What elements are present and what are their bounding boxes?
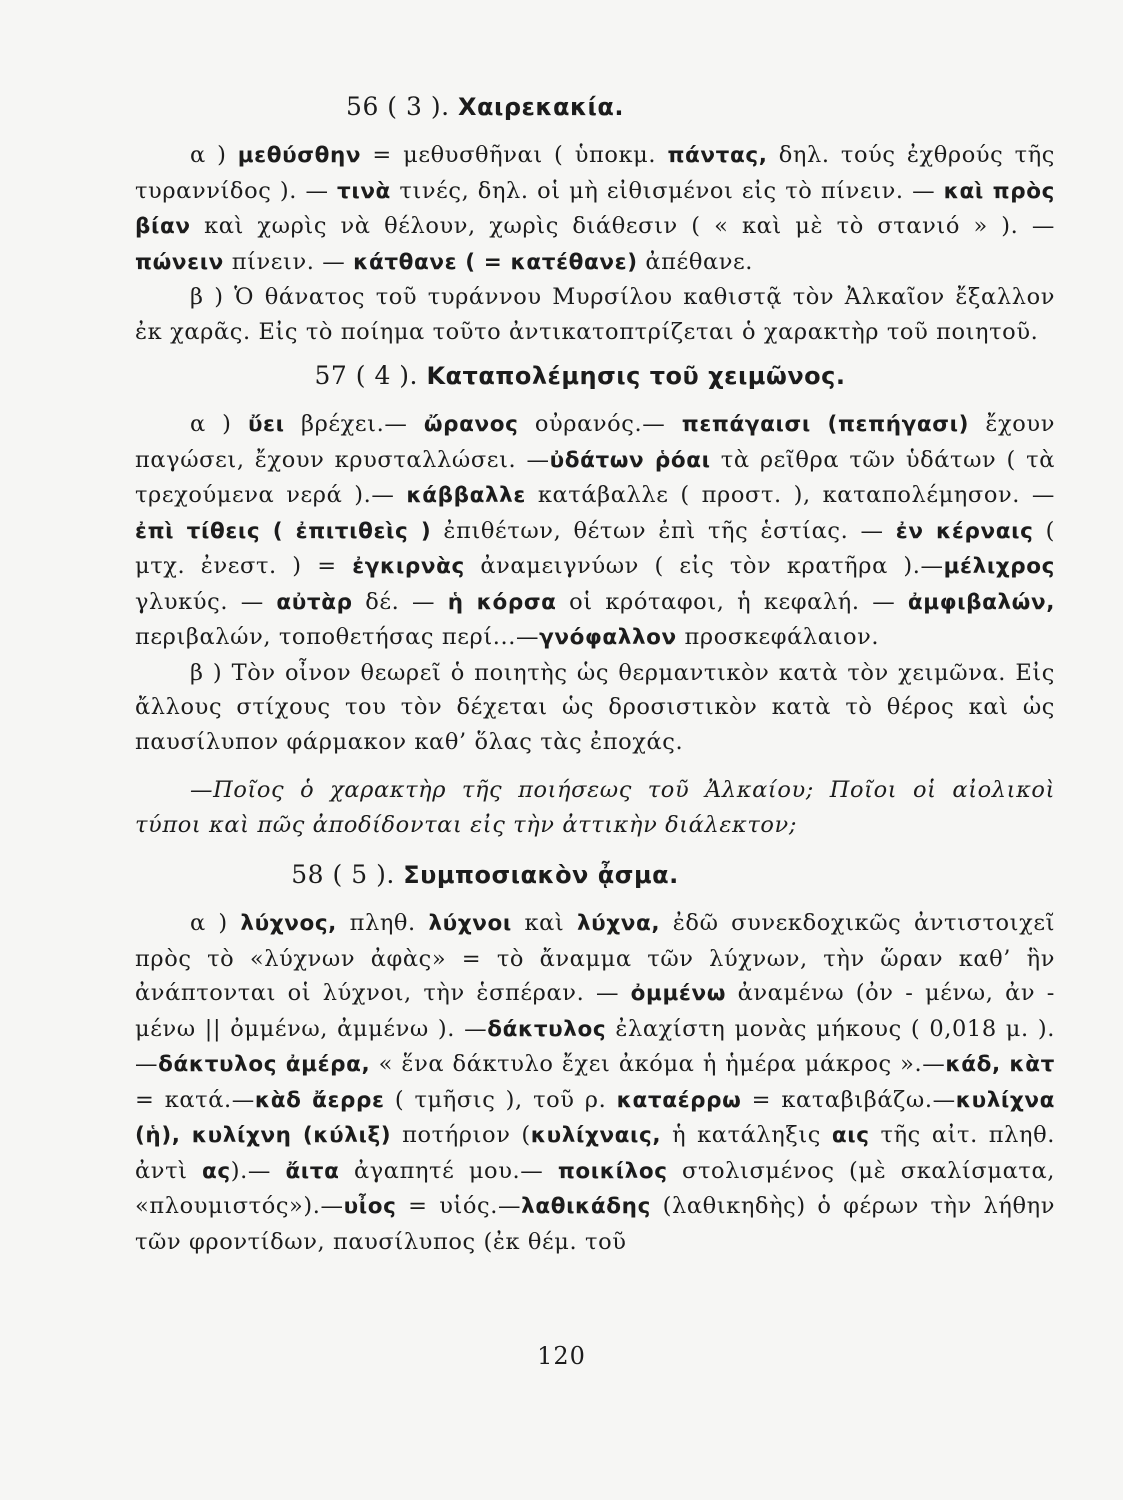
section-number: 58 ( 5 ). <box>291 860 395 889</box>
section-heading-58 <box>0 856 1055 894</box>
paragraph <box>135 280 1055 349</box>
text-run: = υἱός.— <box>396 1193 522 1219</box>
text-run: κατάβαλλε ( προστ. ), καταπολέμησον. — <box>525 482 1055 508</box>
term: πάντας, <box>667 143 768 168</box>
paragraph <box>135 906 1055 1259</box>
text-run: ( μτχ. ἐνεστ. ) = <box>135 517 1055 579</box>
text-run: τὰ ρεῖθρα τῶν ὑδάτων ( τὰ τρεχούμενα νερά ).— <box>135 446 1055 508</box>
text-run: ἐδῶ συνεκδοχικῶς ἀντιστοιχεῖ πρὸς τὸ «λύχνων ἀφὰς» = τὸ ἄναμμα τῶν λύχνων, τὴν ὥραν καθ’ ἣν ἀνάπτονται οἱ λύχνοι, τὴν ἑσπέραν. — <box>135 910 1055 1006</box>
text-run: ἀναμειγνύων ( εἰς τὸν κρατῆρα ).— <box>464 553 944 579</box>
term: λύχνοι <box>428 911 512 936</box>
text-run: στολισμένος (μὲ σκαλίσματα, «πλουμιστός»).— <box>135 1157 1055 1219</box>
text-run: ἀναμένω (ὀν - μένω, ἀν - μένω || ὀμμένω, ἀμμένω ). — <box>135 980 1055 1042</box>
text-run: ποτήριον ( <box>391 1122 531 1148</box>
section-title: Καταπολέμησις τοῦ χειμῶνος. <box>426 362 846 390</box>
text-run: τῆς αἰτ. πληθ. ἀντὶ <box>135 1122 1055 1184</box>
term: μεθύσθην <box>237 143 362 168</box>
text-run: = κατά.— <box>135 1086 255 1113</box>
section-heading-56 <box>0 88 1055 126</box>
paragraph <box>135 407 1055 656</box>
text-run: οἱ κρόταφοι, ἡ κεφαλή. — <box>556 588 908 615</box>
term: ἐπὶ τίθεις ( ἐπιτιθεὶς ) <box>135 518 432 544</box>
term: κυλίχναις, <box>530 1123 662 1148</box>
term: λαθικάδης <box>521 1194 651 1219</box>
text-run: καὶ <box>511 910 577 936</box>
term: ας <box>202 1158 231 1184</box>
term: ἄιτα <box>285 1158 340 1184</box>
text-run: ἀπέθανε. <box>637 248 754 275</box>
text-run: = μεθυσθῆναι ( ὑποκμ. <box>361 142 668 168</box>
page-body <box>135 88 1055 1259</box>
term: ἡ κόρσα <box>447 589 557 615</box>
text-run: ἐπιθέτων, θέτων ἐπὶ τῆς ἑστίας. — <box>431 517 896 544</box>
text-run: α ) <box>190 142 238 168</box>
term: ὀμμένω <box>630 981 726 1006</box>
term: τινὰ <box>337 178 391 204</box>
term: κυλίχνα (ἡ), κυλίχνη (κύλιξ) <box>135 1087 1055 1148</box>
term: ὔει <box>247 412 285 437</box>
term: αὐτὰρ <box>276 589 353 615</box>
term: κάδ, κὰτ <box>945 1052 1055 1077</box>
paragraph <box>135 656 1055 760</box>
text-run: προσκεφάλαιον. <box>676 624 880 650</box>
text-run: = καταβιβάζω.— <box>741 1086 956 1113</box>
section-heading-57 <box>105 357 1055 395</box>
text-run: δέ. — <box>352 588 448 615</box>
term: κὰδ ἄερρε <box>254 1087 385 1113</box>
term: λύχνα, <box>576 911 661 936</box>
text-run: πίνειν. — <box>223 248 354 275</box>
term: γνόφαλλον <box>539 625 677 650</box>
section-title: Χαιρεκακία. <box>458 93 624 121</box>
text-run: γλυκύς. — <box>135 588 277 615</box>
text-run: ἀγαπητέ μου.— <box>339 1157 558 1184</box>
term: λύχνος, <box>240 911 337 936</box>
term: αις <box>831 1123 870 1148</box>
term: ἐγκιρνὰς <box>352 554 465 579</box>
term: ἐν κέρναις <box>895 518 1034 544</box>
term: ὤρανος <box>423 412 519 437</box>
term: ὐδάτων ῥόαι <box>549 447 711 473</box>
text-run: πληθ. <box>336 910 429 936</box>
term: πεπάγαισι (πεπήγασι) <box>681 412 969 437</box>
text-run: ἔχουν παγώσει, ἔχουν κρυσταλλώσει. — <box>135 411 1055 473</box>
text-run: β ) Τὸν οἶνον θεωρεῖ ὁ ποιητὴς ὡς θερμαντικὸν κατὰ τὸν χειμῶνα. Εἰς ἄλλους στίχους του τὸν δέχεται ὡς δροσιστικὸν κατὰ τὸ θέρος καὶ ὡς παυσίλυπον φάρμακον καθ’ ὅλας τὰς ἐποχάς. <box>135 659 1055 755</box>
term: δάκτυλος ἀμέρα, <box>158 1052 371 1077</box>
term: ποικίλος <box>557 1158 668 1184</box>
term: καταέρρω <box>616 1087 742 1113</box>
term: δάκτυλος <box>487 1016 607 1042</box>
term: κάββαλλε <box>406 483 526 508</box>
text-run: α ) <box>190 910 241 936</box>
text-run: βρέχει.— <box>284 411 424 437</box>
text-run: ἡ κατάληξις <box>661 1122 832 1148</box>
term: υἶος <box>343 1194 397 1219</box>
text-run: « ἕνα δάκτυλο ἔχει ἀκόμα ἡ ἡμέρα μάκρος ».— <box>370 1051 946 1077</box>
term: καὶ πρὸς βίαν <box>135 178 1055 239</box>
text-run: δηλ. τούς ἐχθρούς τῆς τυραννίδος ). — <box>135 142 1055 204</box>
text-run: ).— <box>230 1157 286 1184</box>
text-run: β ) Ὁ θάνατος τοῦ τυράννου Μυρσίλου καθιστᾷ τὸν Ἀλκαῖον ἔξαλλον ἐκ χαρᾶς. Εἰς τὸ ποίημα τοῦτο ἀντικατοπτρίζεται ὁ χαρακτὴρ τοῦ ποιητοῦ. <box>135 284 1055 345</box>
page-number: 120 <box>537 1342 586 1370</box>
text-run: οὐρανός.— <box>518 411 682 437</box>
text-run: ἐλαχίστη μονὰς μήκους ( 0,018 μ. ).— <box>135 1015 1055 1077</box>
section-title: Συμποσιακὸν ᾆσμα. <box>403 861 679 889</box>
text-run: α ) <box>190 411 248 437</box>
paragraph <box>135 138 1055 280</box>
question-paragraph: —Ποῖος ὁ χαρακτὴρ τῆς ποιήσεως τοῦ Ἀλκαίου; Ποῖοι οἱ αἰολικοὶ τύποι καὶ πῶς ἀποδίδονται εἰς τὴν ἀττικὴν διάλεκτον; <box>135 777 1055 838</box>
text-run: καὶ χωρὶς νὰ θέλουν, χωρὶς διάθεσιν ( « καὶ μὲ τὸ στανιό » ). — <box>190 213 1055 239</box>
term: μέλιχρος <box>943 554 1055 579</box>
section-number: 57 ( 4 ). <box>314 361 418 390</box>
text-run: (λαθικηδὴς) ὁ φέρων τὴν λήθην τῶν φροντίδων, παυσίλυπος (ἐκ θέμ. τοῦ <box>135 1193 1056 1255</box>
term: πώνειν <box>135 249 224 275</box>
term: ἀμφιβαλών, <box>907 589 1055 615</box>
text-run: ( τμῆσις ), τοῦ ρ. <box>384 1086 617 1113</box>
text-run: περιβαλών, τοποθετήσας περί...— <box>135 624 540 650</box>
term: κάτθανε ( = κατέθανε) <box>353 249 638 275</box>
section-number: 56 ( 3 ). <box>346 92 450 121</box>
text-run: τινές, δηλ. οἱ μὴ εἰθισμένοι εἰς τὸ πίνειν. — <box>390 177 944 204</box>
